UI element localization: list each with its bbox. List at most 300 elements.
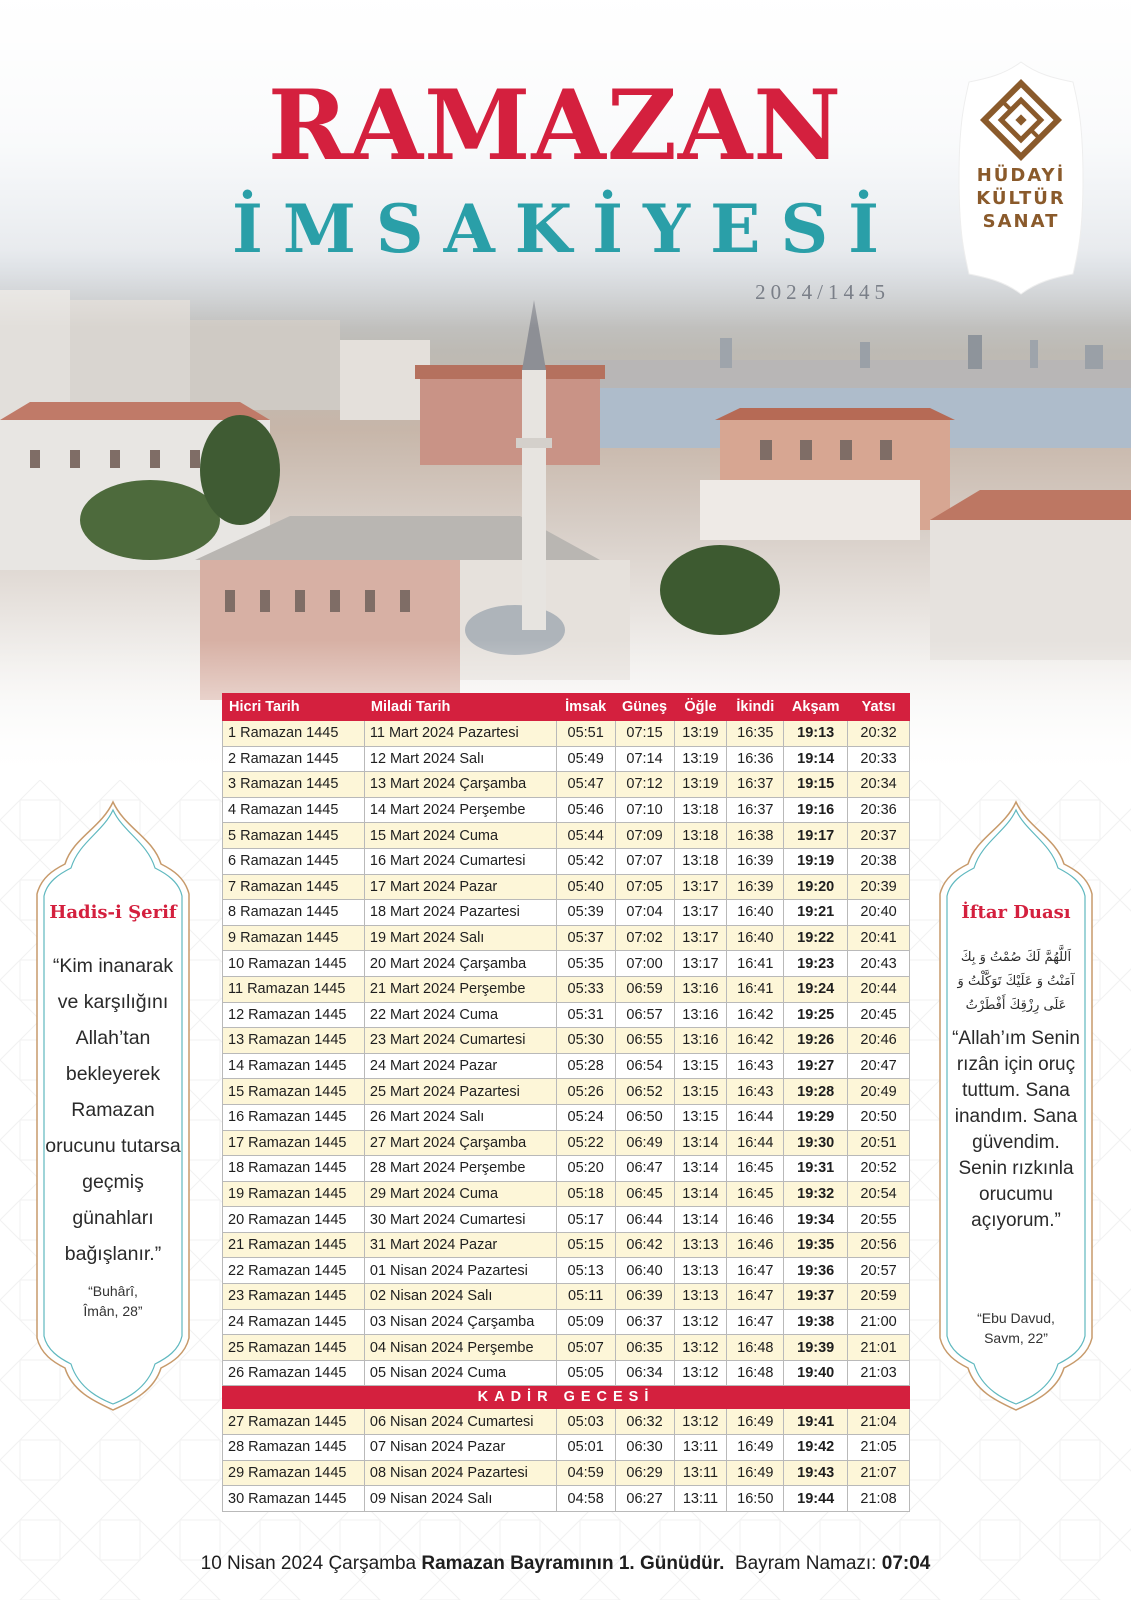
imsak-cell: 05:47 — [556, 772, 615, 798]
iftar-arabic-line-2: آمَنْتُ وَ عَلَيْكَ تَوَكَّلْتُ وَ — [957, 974, 1075, 989]
hicri-date-cell: 7 Ramazan 1445 — [223, 874, 365, 900]
ikindi-cell: 16:46 — [727, 1207, 784, 1233]
aksam-cell: 19:23 — [784, 951, 848, 977]
hicri-date-cell: 19 Ramazan 1445 — [223, 1181, 365, 1207]
aksam-cell: 19:24 — [784, 976, 848, 1002]
table-row — [223, 874, 910, 900]
kadir-gecesi-row — [223, 1386, 910, 1409]
gunes-cell: 07:15 — [615, 721, 674, 747]
miladi-date-cell: 30 Mart 2024 Cumartesi — [364, 1207, 556, 1233]
ogle-cell: 13:16 — [674, 1028, 727, 1054]
col-header-ikindi: İkindi — [727, 694, 784, 721]
imsak-cell: 05:51 — [556, 721, 615, 747]
ogle-cell: 13:14 — [674, 1207, 727, 1233]
imsak-cell: 05:13 — [556, 1258, 615, 1284]
hicri-date-cell: 29 Ramazan 1445 — [223, 1460, 365, 1486]
iftar-source — [950, 1308, 1082, 1348]
imsak-cell: 05:20 — [556, 1156, 615, 1182]
aksam-cell: 19:27 — [784, 1053, 848, 1079]
yatsi-cell: 21:00 — [848, 1309, 910, 1335]
table-row — [223, 1232, 910, 1258]
imsak-cell: 05:46 — [556, 797, 615, 823]
footer-note — [0, 1553, 1131, 1575]
page-title: RAMAZAN — [267, 69, 843, 182]
ogle-cell: 13:14 — [674, 1156, 727, 1182]
ogle-cell: 13:19 — [674, 721, 727, 747]
miladi-date-cell: 22 Mart 2024 Cuma — [364, 1002, 556, 1028]
miladi-date-cell: 26 Mart 2024 Salı — [364, 1104, 556, 1130]
miladi-date-cell: 08 Nisan 2024 Pazartesi — [364, 1460, 556, 1486]
ikindi-cell: 16:48 — [727, 1360, 784, 1386]
miladi-date-cell: 20 Mart 2024 Çarşamba — [364, 951, 556, 977]
ogle-cell: 13:18 — [674, 823, 727, 849]
yatsi-cell: 20:59 — [848, 1284, 910, 1310]
hicri-date-cell: 11 Ramazan 1445 — [223, 976, 365, 1002]
logo-text — [957, 164, 1085, 233]
hadis-title: Hadis-i Şerif — [49, 902, 177, 923]
yatsi-cell: 20:49 — [848, 1079, 910, 1105]
table-row — [223, 1284, 910, 1310]
yatsi-cell: 20:33 — [848, 746, 910, 772]
ikindi-cell: 16:42 — [727, 1028, 784, 1054]
logo-line-3: SANAT — [982, 211, 1060, 232]
miladi-date-cell: 12 Mart 2024 Salı — [364, 746, 556, 772]
miladi-date-cell: 17 Mart 2024 Pazar — [364, 874, 556, 900]
imsak-cell: 05:42 — [556, 848, 615, 874]
ikindi-cell: 16:35 — [727, 721, 784, 747]
col-header-miladi: Miladi Tarih — [364, 694, 556, 721]
aksam-cell: 19:39 — [784, 1335, 848, 1361]
iftar-arabic — [946, 946, 1086, 1018]
aksam-cell: 19:22 — [784, 925, 848, 951]
gunes-cell: 07:00 — [615, 951, 674, 977]
table-row — [223, 1460, 910, 1486]
table-row — [223, 772, 910, 798]
imsak-cell: 05:09 — [556, 1309, 615, 1335]
ikindi-cell: 16:47 — [727, 1309, 784, 1335]
aksam-cell: 19:19 — [784, 848, 848, 874]
yatsi-cell: 21:08 — [848, 1486, 910, 1512]
ogle-cell: 13:15 — [674, 1079, 727, 1105]
hicri-date-cell: 18 Ramazan 1445 — [223, 1156, 365, 1182]
table-row — [223, 721, 910, 747]
imsak-cell: 05:07 — [556, 1335, 615, 1361]
imsak-cell: 05:49 — [556, 746, 615, 772]
hicri-date-cell: 15 Ramazan 1445 — [223, 1079, 365, 1105]
aksam-cell: 19:26 — [784, 1028, 848, 1054]
ikindi-cell: 16:49 — [727, 1409, 784, 1435]
yatsi-cell: 20:55 — [848, 1207, 910, 1233]
yatsi-cell: 20:40 — [848, 900, 910, 926]
miladi-date-cell: 16 Mart 2024 Cumartesi — [364, 848, 556, 874]
ogle-cell: 13:11 — [674, 1460, 727, 1486]
hudayi-logo — [957, 60, 1085, 296]
kadir-gecesi-label: KADİR GECESİ — [223, 1386, 910, 1409]
yatsi-cell: 20:54 — [848, 1181, 910, 1207]
aksam-cell: 19:25 — [784, 1002, 848, 1028]
ogle-cell: 13:17 — [674, 900, 727, 926]
ogle-cell: 13:13 — [674, 1284, 727, 1310]
aksam-cell: 19:42 — [784, 1435, 848, 1461]
footer-date: 10 Nisan 2024 Çarşamba — [200, 1553, 417, 1574]
ikindi-cell: 16:50 — [727, 1486, 784, 1512]
miladi-date-cell: 15 Mart 2024 Cuma — [364, 823, 556, 849]
imsak-cell: 04:58 — [556, 1486, 615, 1512]
miladi-date-cell: 04 Nisan 2024 Perşembe — [364, 1335, 556, 1361]
yatsi-cell: 21:03 — [848, 1360, 910, 1386]
miladi-date-cell: 21 Mart 2024 Perşembe — [364, 976, 556, 1002]
table-row — [223, 925, 910, 951]
year-label: 2024/1445 — [755, 280, 890, 304]
ikindi-cell: 16:37 — [727, 772, 784, 798]
ogle-cell: 13:14 — [674, 1130, 727, 1156]
hicri-date-cell: 13 Ramazan 1445 — [223, 1028, 365, 1054]
gunes-cell: 06:57 — [615, 1002, 674, 1028]
aksam-cell: 19:38 — [784, 1309, 848, 1335]
col-header-ogle: Öğle — [674, 694, 727, 721]
table-row — [223, 1258, 910, 1284]
ogle-cell: 13:18 — [674, 797, 727, 823]
ikindi-cell: 16:47 — [727, 1284, 784, 1310]
aksam-cell: 19:37 — [784, 1284, 848, 1310]
table-row — [223, 976, 910, 1002]
yatsi-cell: 20:38 — [848, 848, 910, 874]
miladi-date-cell: 18 Mart 2024 Pazartesi — [364, 900, 556, 926]
ogle-cell: 13:12 — [674, 1360, 727, 1386]
miladi-date-cell: 06 Nisan 2024 Cumartesi — [364, 1409, 556, 1435]
table-row — [223, 746, 910, 772]
ikindi-cell: 16:40 — [727, 900, 784, 926]
hicri-date-cell: 6 Ramazan 1445 — [223, 848, 365, 874]
miladi-date-cell: 28 Mart 2024 Perşembe — [364, 1156, 556, 1182]
ikindi-cell: 16:37 — [727, 797, 784, 823]
hicri-date-cell: 26 Ramazan 1445 — [223, 1360, 365, 1386]
imsak-cell: 05:17 — [556, 1207, 615, 1233]
ikindi-cell: 16:40 — [727, 925, 784, 951]
col-header-yatsi: Yatsı — [848, 694, 910, 721]
ikindi-cell: 16:36 — [727, 746, 784, 772]
col-header-aksam: Akşam — [784, 694, 848, 721]
hadis-quote: “Kim inanarak ve karşılığını Allah’tan bekleyerek Ramazan orucunu tutarsa geçmiş günahları bağışlanır.” — [45, 955, 181, 1265]
gunes-cell: 06:35 — [615, 1335, 674, 1361]
gunes-cell: 07:14 — [615, 746, 674, 772]
yatsi-cell: 20:56 — [848, 1232, 910, 1258]
iftar-source-line-2: Savm, 22” — [984, 1330, 1048, 1346]
table-row — [223, 951, 910, 977]
yatsi-cell: 20:36 — [848, 797, 910, 823]
hicri-date-cell: 4 Ramazan 1445 — [223, 797, 365, 823]
hicri-date-cell: 25 Ramazan 1445 — [223, 1335, 365, 1361]
imsak-cell: 05:22 — [556, 1130, 615, 1156]
miladi-date-cell: 23 Mart 2024 Cumartesi — [364, 1028, 556, 1054]
table-row — [223, 823, 910, 849]
hicri-date-cell: 30 Ramazan 1445 — [223, 1486, 365, 1512]
table-row — [223, 1360, 910, 1386]
aksam-cell: 19:29 — [784, 1104, 848, 1130]
ogle-cell: 13:16 — [674, 1002, 727, 1028]
ikindi-cell: 16:45 — [727, 1156, 784, 1182]
aksam-cell: 19:41 — [784, 1409, 848, 1435]
gunes-cell: 06:47 — [615, 1156, 674, 1182]
table-row — [223, 1435, 910, 1461]
aksam-cell: 19:14 — [784, 746, 848, 772]
ogle-cell: 13:15 — [674, 1053, 727, 1079]
ikindi-cell: 16:49 — [727, 1435, 784, 1461]
ikindi-cell: 16:44 — [727, 1104, 784, 1130]
ikindi-cell: 16:39 — [727, 874, 784, 900]
ogle-cell: 13:19 — [674, 746, 727, 772]
table-row — [223, 1335, 910, 1361]
miladi-date-cell: 09 Nisan 2024 Salı — [364, 1486, 556, 1512]
miladi-date-cell: 13 Mart 2024 Çarşamba — [364, 772, 556, 798]
hicri-date-cell: 3 Ramazan 1445 — [223, 772, 365, 798]
aksam-cell: 19:20 — [784, 874, 848, 900]
miladi-date-cell: 29 Mart 2024 Cuma — [364, 1181, 556, 1207]
table-row — [223, 1104, 910, 1130]
yatsi-cell: 20:50 — [848, 1104, 910, 1130]
miladi-date-cell: 19 Mart 2024 Salı — [364, 925, 556, 951]
imsak-cell: 05:26 — [556, 1079, 615, 1105]
imsak-cell: 05:30 — [556, 1028, 615, 1054]
hicri-date-cell: 14 Ramazan 1445 — [223, 1053, 365, 1079]
gunes-cell: 06:59 — [615, 976, 674, 1002]
iftar-panel — [936, 798, 1096, 1414]
miladi-date-cell: 25 Mart 2024 Pazartesi — [364, 1079, 556, 1105]
aksam-cell: 19:30 — [784, 1130, 848, 1156]
hicri-date-cell: 21 Ramazan 1445 — [223, 1232, 365, 1258]
hicri-date-cell: 17 Ramazan 1445 — [223, 1130, 365, 1156]
gunes-cell: 06:42 — [615, 1232, 674, 1258]
gunes-cell: 06:27 — [615, 1486, 674, 1512]
imsak-cell: 05:18 — [556, 1181, 615, 1207]
table-body — [223, 721, 910, 1512]
aksam-cell: 19:15 — [784, 772, 848, 798]
hicri-date-cell: 23 Ramazan 1445 — [223, 1284, 365, 1310]
hicri-date-cell: 12 Ramazan 1445 — [223, 1002, 365, 1028]
imsak-cell: 05:15 — [556, 1232, 615, 1258]
ikindi-cell: 16:44 — [727, 1130, 784, 1156]
gunes-cell: 07:04 — [615, 900, 674, 926]
page-subtitle: İMSAKİYESİ — [232, 190, 899, 268]
gunes-cell: 06:44 — [615, 1207, 674, 1233]
imsak-cell: 05:33 — [556, 976, 615, 1002]
iftar-source-line-1: “Ebu Davud, — [977, 1310, 1055, 1326]
yatsi-cell: 20:34 — [848, 772, 910, 798]
aksam-cell: 19:44 — [784, 1486, 848, 1512]
aksam-cell: 19:21 — [784, 900, 848, 926]
ogle-cell: 13:11 — [674, 1486, 727, 1512]
miladi-date-cell: 11 Mart 2024 Pazartesi — [364, 721, 556, 747]
table-row — [223, 1409, 910, 1435]
gunes-cell: 06:39 — [615, 1284, 674, 1310]
hadis-source — [47, 1281, 179, 1321]
aksam-cell: 19:40 — [784, 1360, 848, 1386]
miladi-date-cell: 07 Nisan 2024 Pazar — [364, 1435, 556, 1461]
table-row — [223, 1130, 910, 1156]
hicri-date-cell: 20 Ramazan 1445 — [223, 1207, 365, 1233]
ogle-cell: 13:12 — [674, 1309, 727, 1335]
logo-line-2: KÜLTÜR — [976, 188, 1066, 209]
gunes-cell: 07:12 — [615, 772, 674, 798]
imsak-cell: 04:59 — [556, 1460, 615, 1486]
aksam-cell: 19:13 — [784, 721, 848, 747]
imsak-cell: 05:39 — [556, 900, 615, 926]
miladi-date-cell: 31 Mart 2024 Pazar — [364, 1232, 556, 1258]
gunes-cell: 06:50 — [615, 1104, 674, 1130]
imsak-cell: 05:37 — [556, 925, 615, 951]
iftar-arabic-line-1: اَللَّهُمَّ لَكَ صُمْتُ وَ بِكَ — [960, 950, 1072, 965]
ogle-cell: 13:17 — [674, 951, 727, 977]
yatsi-cell: 20:46 — [848, 1028, 910, 1054]
yatsi-cell: 21:05 — [848, 1435, 910, 1461]
ikindi-cell: 16:48 — [727, 1335, 784, 1361]
yatsi-cell: 20:51 — [848, 1130, 910, 1156]
imsak-cell: 05:31 — [556, 1002, 615, 1028]
hicri-date-cell: 8 Ramazan 1445 — [223, 900, 365, 926]
imsak-cell: 05:40 — [556, 874, 615, 900]
hicri-date-cell: 10 Ramazan 1445 — [223, 951, 365, 977]
hicri-date-cell: 9 Ramazan 1445 — [223, 925, 365, 951]
table-row — [223, 1079, 910, 1105]
yatsi-cell: 21:01 — [848, 1335, 910, 1361]
yatsi-cell: 20:44 — [848, 976, 910, 1002]
ogle-cell: 13:17 — [674, 925, 727, 951]
ikindi-cell: 16:43 — [727, 1079, 784, 1105]
ogle-cell: 13:18 — [674, 848, 727, 874]
table-row — [223, 1028, 910, 1054]
miladi-date-cell: 01 Nisan 2024 Pazartesi — [364, 1258, 556, 1284]
gunes-cell: 07:10 — [615, 797, 674, 823]
ogle-cell: 13:11 — [674, 1435, 727, 1461]
imsak-cell: 05:44 — [556, 823, 615, 849]
aksam-cell: 19:28 — [784, 1079, 848, 1105]
gunes-cell: 06:32 — [615, 1409, 674, 1435]
col-header-hicri: Hicri Tarih — [223, 694, 365, 721]
gunes-cell: 07:02 — [615, 925, 674, 951]
ikindi-cell: 16:42 — [727, 1002, 784, 1028]
gunes-cell: 06:40 — [615, 1258, 674, 1284]
gunes-cell: 06:30 — [615, 1435, 674, 1461]
gunes-cell: 06:34 — [615, 1360, 674, 1386]
imsak-cell: 05:24 — [556, 1104, 615, 1130]
yatsi-cell: 20:37 — [848, 823, 910, 849]
aksam-cell: 19:35 — [784, 1232, 848, 1258]
hicri-date-cell: 1 Ramazan 1445 — [223, 721, 365, 747]
imsak-cell: 05:11 — [556, 1284, 615, 1310]
miladi-date-cell: 27 Mart 2024 Çarşamba — [364, 1130, 556, 1156]
table-row — [223, 900, 910, 926]
ikindi-cell: 16:38 — [727, 823, 784, 849]
miladi-date-cell: 05 Nisan 2024 Cuma — [364, 1360, 556, 1386]
yatsi-cell: 20:57 — [848, 1258, 910, 1284]
table-row — [223, 1002, 910, 1028]
ogle-cell: 13:13 — [674, 1258, 727, 1284]
miladi-date-cell: 14 Mart 2024 Perşembe — [364, 797, 556, 823]
hicri-date-cell: 28 Ramazan 1445 — [223, 1435, 365, 1461]
ikindi-cell: 16:49 — [727, 1460, 784, 1486]
yatsi-cell: 20:45 — [848, 1002, 910, 1028]
hadis-source-line-2: Îmân, 28” — [83, 1303, 143, 1319]
iftar-quote: “Allah’ım Senin rızân için oruç tuttum. Sana inandım. Sana güvendim. Senin rızkınla orucumu açıyorum.” — [952, 1028, 1080, 1231]
ogle-cell: 13:15 — [674, 1104, 727, 1130]
table-row — [223, 1053, 910, 1079]
ogle-cell: 13:19 — [674, 772, 727, 798]
imsak-cell: 05:01 — [556, 1435, 615, 1461]
hicri-date-cell: 5 Ramazan 1445 — [223, 823, 365, 849]
imsak-cell: 05:28 — [556, 1053, 615, 1079]
aksam-cell: 19:17 — [784, 823, 848, 849]
imsak-cell: 05:03 — [556, 1409, 615, 1435]
aksam-cell: 19:43 — [784, 1460, 848, 1486]
imsak-cell: 05:35 — [556, 951, 615, 977]
gunes-cell: 06:45 — [615, 1181, 674, 1207]
table-row — [223, 1486, 910, 1512]
miladi-date-cell: 03 Nisan 2024 Çarşamba — [364, 1309, 556, 1335]
table-row — [223, 1309, 910, 1335]
imsak-cell: 05:05 — [556, 1360, 615, 1386]
yatsi-cell: 20:43 — [848, 951, 910, 977]
table-row — [223, 797, 910, 823]
ogle-cell: 13:17 — [674, 874, 727, 900]
ikindi-cell: 16:47 — [727, 1258, 784, 1284]
ikindi-cell: 16:39 — [727, 848, 784, 874]
yatsi-cell: 20:32 — [848, 721, 910, 747]
ogle-cell: 13:16 — [674, 976, 727, 1002]
table-row — [223, 848, 910, 874]
ogle-cell: 13:13 — [674, 1232, 727, 1258]
iftar-arabic-line-3: عَلَى رِزْقِكَ أَفْطَرْتُ — [965, 998, 1067, 1013]
miladi-date-cell: 24 Mart 2024 Pazar — [364, 1053, 556, 1079]
aksam-cell: 19:36 — [784, 1258, 848, 1284]
yatsi-cell: 20:39 — [848, 874, 910, 900]
yatsi-cell: 20:47 — [848, 1053, 910, 1079]
ogle-cell: 13:14 — [674, 1181, 727, 1207]
table-header-row — [223, 694, 910, 721]
ikindi-cell: 16:41 — [727, 951, 784, 977]
hadis-panel — [33, 798, 193, 1414]
ikindi-cell: 16:46 — [727, 1232, 784, 1258]
aksam-cell: 19:16 — [784, 797, 848, 823]
table-row — [223, 1207, 910, 1233]
aksam-cell: 19:31 — [784, 1156, 848, 1182]
gunes-cell: 06:54 — [615, 1053, 674, 1079]
imsakiye-table — [222, 693, 910, 1512]
hadis-source-line-1: “Buhârî, — [88, 1283, 138, 1299]
ikindi-cell: 16:43 — [727, 1053, 784, 1079]
gunes-cell: 06:52 — [615, 1079, 674, 1105]
footer-prayer-label: Bayram Namazı: — [734, 1553, 877, 1574]
yatsi-cell: 20:52 — [848, 1156, 910, 1182]
footer-holiday: Ramazan Bayramının 1. Günüdür. — [421, 1553, 725, 1574]
logo-line-1: HÜDAYİ — [976, 165, 1066, 186]
ikindi-cell: 16:45 — [727, 1181, 784, 1207]
miladi-date-cell: 02 Nisan 2024 Salı — [364, 1284, 556, 1310]
gunes-cell: 06:37 — [615, 1309, 674, 1335]
gunes-cell: 06:55 — [615, 1028, 674, 1054]
gunes-cell: 07:09 — [615, 823, 674, 849]
ogle-cell: 13:12 — [674, 1409, 727, 1435]
hicri-date-cell: 22 Ramazan 1445 — [223, 1258, 365, 1284]
gunes-cell: 07:05 — [615, 874, 674, 900]
hicri-date-cell: 2 Ramazan 1445 — [223, 746, 365, 772]
ogle-cell: 13:12 — [674, 1335, 727, 1361]
yatsi-cell: 21:04 — [848, 1409, 910, 1435]
aksam-cell: 19:34 — [784, 1207, 848, 1233]
hicri-date-cell: 24 Ramazan 1445 — [223, 1309, 365, 1335]
hicri-date-cell: 16 Ramazan 1445 — [223, 1104, 365, 1130]
gunes-cell: 06:49 — [615, 1130, 674, 1156]
gunes-cell: 07:07 — [615, 848, 674, 874]
